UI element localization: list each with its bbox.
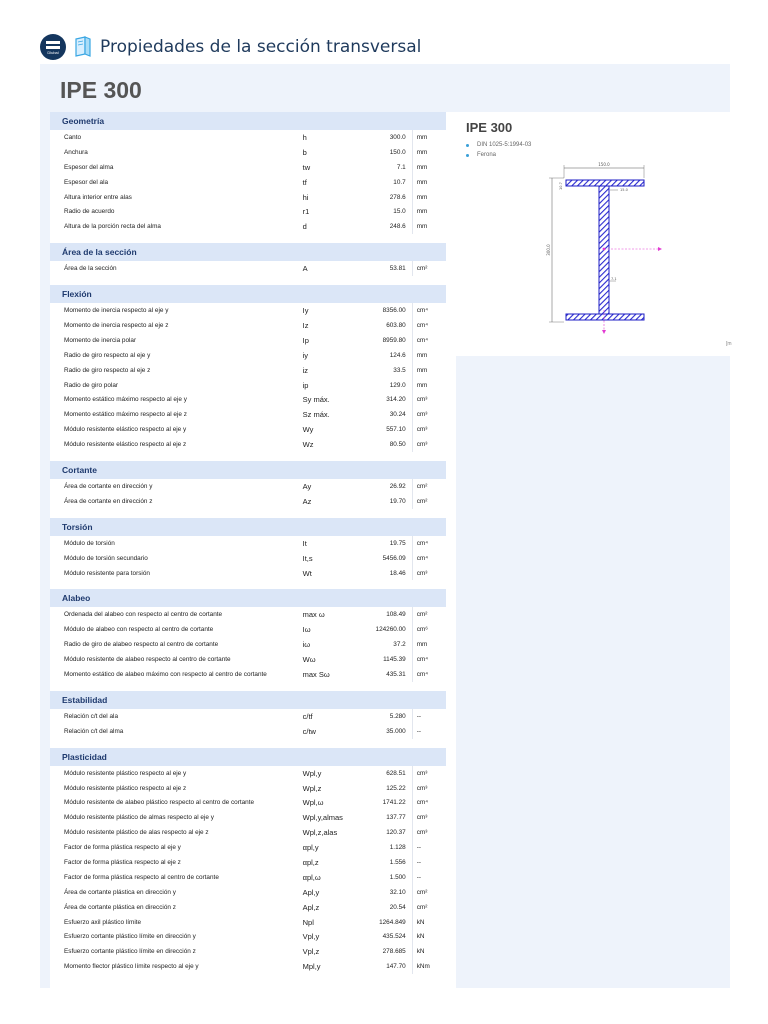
property-row [50, 709, 446, 724]
property-row [50, 930, 446, 945]
property-value: 1.500 [360, 870, 413, 885]
property-value: 1741.22 [360, 796, 413, 811]
property-unit: cm³ [416, 814, 428, 822]
property-symbol: Iy [302, 306, 309, 316]
property-unit: cm² [416, 265, 428, 273]
property-description: Espesor del ala [64, 178, 109, 186]
property-value: 1145.39 [360, 652, 413, 667]
property-unit: cm³ [416, 784, 428, 792]
property-description: Área de la sección [64, 265, 117, 273]
group-title: Cortante [50, 461, 446, 479]
group-title: Geometría [50, 112, 446, 130]
property-row [50, 333, 446, 348]
property-description: Momento estático de alabeo máximo con respecto al centro de cortante [64, 670, 267, 678]
property-description: Momento de inercia respecto al eje z [64, 321, 169, 329]
property-unit: cm³ [416, 769, 428, 777]
property-symbol: Ip [302, 335, 309, 345]
group-header [50, 461, 446, 479]
property-description: Factor de forma plástica respecto al eje y [64, 844, 181, 852]
property-row [50, 825, 446, 840]
property-unit: cm² [416, 611, 428, 619]
property-value: 248.6 [360, 219, 413, 234]
property-value: 33.5 [360, 363, 413, 378]
property-unit: cm² [416, 903, 428, 911]
property-row [50, 796, 446, 811]
property-value: 278.685 [360, 944, 413, 959]
figure-scale-tag: [m [726, 341, 732, 347]
property-description: Módulo resistente elástico respecto al eje z [64, 441, 187, 449]
property-row [50, 810, 446, 825]
group-spacer [50, 580, 446, 589]
property-symbol: iy [302, 350, 309, 360]
property-value: 20.54 [360, 900, 413, 915]
property-description: Módulo resistente plástico de almas respecto al eje y [64, 814, 214, 822]
property-row [50, 479, 446, 494]
property-symbol: A [302, 264, 308, 274]
group-header [50, 112, 446, 130]
property-symbol: Wpl,y,almas [302, 813, 343, 823]
property-row [50, 378, 446, 393]
property-value: 18.46 [360, 566, 413, 581]
property-unit: -- [416, 859, 421, 866]
group-header [50, 748, 446, 766]
group-header [50, 243, 446, 261]
bullet-icon [466, 154, 469, 157]
property-symbol: c/tw [302, 726, 316, 736]
group-title: Flexión [50, 285, 446, 303]
property-description: Radio de giro de alabeo respecto al centro de cortante [64, 641, 219, 649]
property-row [50, 303, 446, 318]
property-value: 278.6 [360, 190, 413, 205]
property-value: 10.7 [360, 175, 413, 190]
property-unit: cm⁴ [416, 307, 428, 315]
group-title: Torsión [50, 518, 446, 536]
section-name: IPE 300 [60, 77, 142, 103]
property-value: 603.80 [360, 318, 413, 333]
bullet-icon [466, 144, 469, 147]
property-value: 7.1 [360, 160, 413, 175]
section-figure-card [456, 112, 730, 356]
property-value: 1.556 [360, 855, 413, 870]
group-spacer [50, 452, 446, 461]
i-beam-drawing [546, 160, 666, 350]
property-unit: mm [416, 366, 428, 374]
property-row [50, 870, 446, 885]
property-symbol: max ω [302, 610, 325, 620]
property-symbol: iω [302, 640, 311, 650]
property-unit: cm² [416, 497, 428, 505]
group-spacer [50, 234, 446, 243]
property-description: Factor de forma plástica respecto al eje z [64, 859, 181, 866]
property-value: 26.92 [360, 479, 413, 494]
property-unit: cm³ [416, 441, 428, 449]
group-spacer [50, 739, 446, 748]
property-description: Anchura [64, 148, 88, 156]
property-unit: cm⁴ [416, 656, 428, 664]
property-symbol: Wω [302, 655, 316, 665]
property-symbol: Sy máx. [302, 395, 330, 405]
group-header [50, 285, 446, 303]
properties-table [50, 112, 446, 974]
property-unit: cm³ [416, 829, 428, 837]
property-symbol: Iz [302, 320, 309, 330]
property-row [50, 130, 446, 145]
property-value: 1264.849 [360, 915, 413, 930]
property-symbol: d [302, 222, 307, 232]
property-row [50, 437, 446, 452]
group-spacer [50, 509, 446, 518]
property-symbol: h [302, 132, 307, 142]
property-row [50, 766, 446, 781]
property-description: Momento de inercia respecto al eje y [64, 307, 169, 315]
property-symbol: αpl,y [302, 843, 319, 853]
property-description: Esfuerzo cortante plástico límite en dirección y [64, 933, 196, 941]
property-value: 124260.00 [360, 622, 413, 637]
property-description: Módulo resistente elástico respecto al eje y [64, 426, 187, 434]
property-unit: cm² [416, 482, 428, 490]
property-unit: cm³ [416, 396, 428, 404]
property-symbol: Mpl,y [302, 962, 321, 972]
property-unit: cm³ [416, 426, 428, 434]
group-title: Área de la sección [50, 243, 446, 261]
property-row [50, 855, 446, 870]
property-row [50, 551, 446, 566]
property-row [50, 607, 446, 622]
property-description: Canto [64, 133, 82, 141]
property-unit: mm [416, 178, 428, 186]
property-unit: kN [416, 933, 425, 941]
property-symbol: Az [302, 496, 312, 506]
property-symbol: Sz máx. [302, 410, 330, 420]
property-value: 5456.09 [360, 551, 413, 566]
property-row [50, 667, 446, 682]
property-description: Momento estático máximo respecto al eje y [64, 396, 187, 404]
property-value: 124.6 [360, 348, 413, 363]
property-description: Módulo resistente de alabeo respecto al centro de cortante [64, 656, 231, 664]
property-unit: -- [416, 727, 421, 735]
property-symbol: Apl,y [302, 887, 320, 897]
property-row [50, 422, 446, 437]
property-unit: -- [416, 712, 421, 720]
property-row [50, 840, 446, 855]
web-dimension: 7.1 [611, 277, 617, 281]
property-row [50, 190, 446, 205]
property-unit: mm [416, 148, 428, 156]
property-unit: cm⁴ [416, 336, 428, 344]
property-unit: cm⁶ [416, 626, 428, 634]
property-unit: mm [416, 133, 428, 141]
property-row [50, 494, 446, 509]
property-description: Radio de giro respecto al eje y [64, 351, 151, 359]
property-value: 435.31 [360, 667, 413, 682]
property-row [50, 959, 446, 974]
dlubal-logo: Dlubal [40, 34, 66, 60]
property-row [50, 622, 446, 637]
property-value: 35.000 [360, 724, 413, 739]
property-row [50, 204, 446, 219]
property-row [50, 318, 446, 333]
property-row [50, 160, 446, 175]
property-symbol: b [302, 147, 307, 157]
radius-dimension: 15.0 [620, 188, 628, 192]
property-description: Radio de giro polar [64, 381, 118, 389]
property-description: Relación c/t del ala [64, 712, 118, 720]
property-row [50, 363, 446, 378]
property-symbol: αpl,z [302, 858, 319, 867]
property-symbol: c/tf [302, 711, 313, 721]
property-value: 628.51 [360, 766, 413, 781]
property-description: Módulo de torsión secundario [64, 554, 148, 562]
property-value: 435.524 [360, 930, 413, 945]
property-value: 32.10 [360, 885, 413, 900]
property-description: Área de cortante en dirección z [64, 497, 153, 505]
property-value: 30.24 [360, 407, 413, 422]
property-row [50, 781, 446, 796]
property-row [50, 915, 446, 930]
property-symbol: Wpl,y [302, 768, 322, 778]
group-header [50, 691, 446, 709]
property-unit: mm [416, 351, 428, 359]
width-dimension: 150.0 [598, 162, 610, 167]
property-row [50, 392, 446, 407]
property-value: 53.81 [360, 261, 413, 276]
property-description: Módulo resistente plástico de alas respecto al eje z [64, 829, 209, 837]
property-symbol: tf [302, 177, 307, 187]
property-description: Módulo resistente para torsión [64, 569, 150, 577]
property-value: 129.0 [360, 378, 413, 393]
property-symbol: r1 [302, 207, 310, 217]
property-value: 5.280 [360, 709, 413, 724]
property-unit: cm⁴ [416, 539, 428, 547]
property-unit: cm⁴ [416, 321, 428, 329]
group-spacer [50, 682, 446, 691]
property-row [50, 724, 446, 739]
property-value: 19.70 [360, 494, 413, 509]
property-symbol: hi [302, 192, 309, 202]
property-description: Factor de forma plástica respecto al centro de cortante [64, 873, 219, 881]
property-value: 15.0 [360, 204, 413, 219]
property-symbol: Iω [302, 625, 311, 635]
property-symbol: Npl [302, 917, 314, 927]
property-description: Módulo resistente de alabeo plástico respecto al centro de cortante [64, 799, 255, 807]
property-symbol: Wpl,ω [302, 798, 324, 808]
property-symbol: ip [302, 380, 309, 390]
property-unit: cm² [416, 888, 428, 896]
property-unit: mm [416, 193, 428, 201]
property-description: Espesor del alma [64, 163, 114, 171]
figure-list-item: DIN 1025-5:1994-03 [466, 142, 531, 148]
property-description: Área de cortante plástica en dirección y [64, 888, 176, 896]
property-value: 108.49 [360, 607, 413, 622]
property-row [50, 637, 446, 652]
property-description: Ordenada del alabeo con respecto al centro de cortante [64, 611, 223, 619]
property-row [50, 900, 446, 915]
group-header [50, 589, 446, 607]
group-header [50, 518, 446, 536]
property-unit: -- [416, 873, 421, 881]
property-row [50, 885, 446, 900]
book-icon [72, 36, 94, 58]
property-row [50, 145, 446, 160]
property-description: Esfuerzo cortante plástico límite en dirección z [64, 948, 196, 956]
property-value: 120.37 [360, 825, 413, 840]
content-panel [40, 64, 730, 988]
property-symbol: It [302, 538, 307, 548]
property-value: 125.22 [360, 781, 413, 796]
property-description: Radio de giro respecto al eje z [64, 366, 151, 374]
property-symbol: Wy [302, 425, 314, 435]
property-description: Área de cortante plástica en dirección z [64, 903, 176, 911]
property-value: 1.128 [360, 840, 413, 855]
property-unit: kN [416, 918, 425, 926]
property-description: Esfuerzo axil plástico límite [64, 918, 142, 926]
property-unit: cm³ [416, 569, 428, 577]
property-value: 80.50 [360, 437, 413, 452]
property-symbol: Vpl,z [302, 947, 320, 957]
property-description: Momento estático máximo respecto al eje z [64, 411, 187, 419]
property-description: Momento de inercia polar [64, 336, 137, 344]
property-unit: mm [416, 641, 428, 649]
property-description: Módulo resistente plástico respecto al eje z [64, 784, 187, 792]
property-value: 147.70 [360, 959, 413, 974]
figure-title: IPE 300 [466, 120, 513, 135]
property-unit: mm [416, 381, 428, 389]
property-unit: cm⁴ [416, 670, 428, 678]
property-value: 19.75 [360, 536, 413, 551]
property-unit: kN [416, 948, 425, 956]
height-dimension: 300.0 [546, 244, 551, 256]
property-description: Momento flector plástico límite respecto al eje y [64, 963, 199, 971]
figure-list-item: Ferona [466, 152, 496, 158]
property-value: 300.0 [360, 130, 413, 145]
properties-table-container [50, 112, 456, 988]
page-header [40, 32, 730, 62]
property-description: Área de cortante en dirección y [64, 482, 153, 490]
property-row [50, 219, 446, 234]
property-symbol: Vpl,y [302, 932, 320, 942]
property-value: 37.2 [360, 637, 413, 652]
page-title: Propiedades de la sección transversal [100, 37, 422, 57]
property-unit: -- [416, 844, 421, 852]
property-description: Altura de la porción recta del alma [64, 223, 161, 231]
property-unit: mm [416, 223, 428, 231]
group-spacer [50, 276, 446, 285]
property-symbol: It,s [302, 553, 313, 563]
property-symbol: Wpl,z,alas [302, 828, 338, 838]
property-row [50, 944, 446, 959]
property-description: Módulo de torsión [64, 539, 115, 547]
property-symbol: Wt [302, 568, 312, 578]
group-title: Plasticidad [50, 748, 446, 766]
property-value: 150.0 [360, 145, 413, 160]
property-description: Relación c/t del alma [64, 727, 124, 735]
property-symbol: Ay [302, 481, 312, 491]
property-symbol: αpl,ω [302, 872, 321, 882]
property-row [50, 407, 446, 422]
property-row [50, 348, 446, 363]
property-symbol: max Sω [302, 669, 330, 679]
property-row [50, 536, 446, 551]
property-description: Altura interior entre alas [64, 193, 132, 201]
property-value: 314.20 [360, 392, 413, 407]
property-row [50, 566, 446, 581]
property-symbol: iz [302, 365, 309, 375]
property-symbol: Wpl,z [302, 783, 322, 793]
property-description: Módulo resistente plástico respecto al eje y [64, 769, 187, 777]
property-unit: mm [416, 208, 428, 216]
property-unit: cm⁴ [416, 554, 428, 562]
property-value: 8959.80 [360, 333, 413, 348]
property-description: Módulo de alabeo con respecto al centro de cortante [64, 626, 214, 634]
property-symbol: Wz [302, 440, 314, 450]
property-symbol: tw [302, 162, 311, 172]
property-description: Radio de acuerdo [64, 208, 115, 216]
group-title: Alabeo [50, 589, 446, 607]
property-row [50, 652, 446, 667]
group-title: Estabilidad [50, 691, 446, 709]
property-row [50, 175, 446, 190]
property-row [50, 261, 446, 276]
property-unit: cm³ [416, 411, 428, 419]
flange-dimension: 10.7 [559, 182, 563, 190]
property-unit: mm [416, 163, 428, 171]
property-value: 137.77 [360, 810, 413, 825]
property-value: 8356.00 [360, 303, 413, 318]
property-value: 557.10 [360, 422, 413, 437]
property-unit: kNm [416, 963, 430, 971]
property-unit: cm⁴ [416, 799, 428, 807]
property-symbol: Apl,z [302, 902, 320, 912]
